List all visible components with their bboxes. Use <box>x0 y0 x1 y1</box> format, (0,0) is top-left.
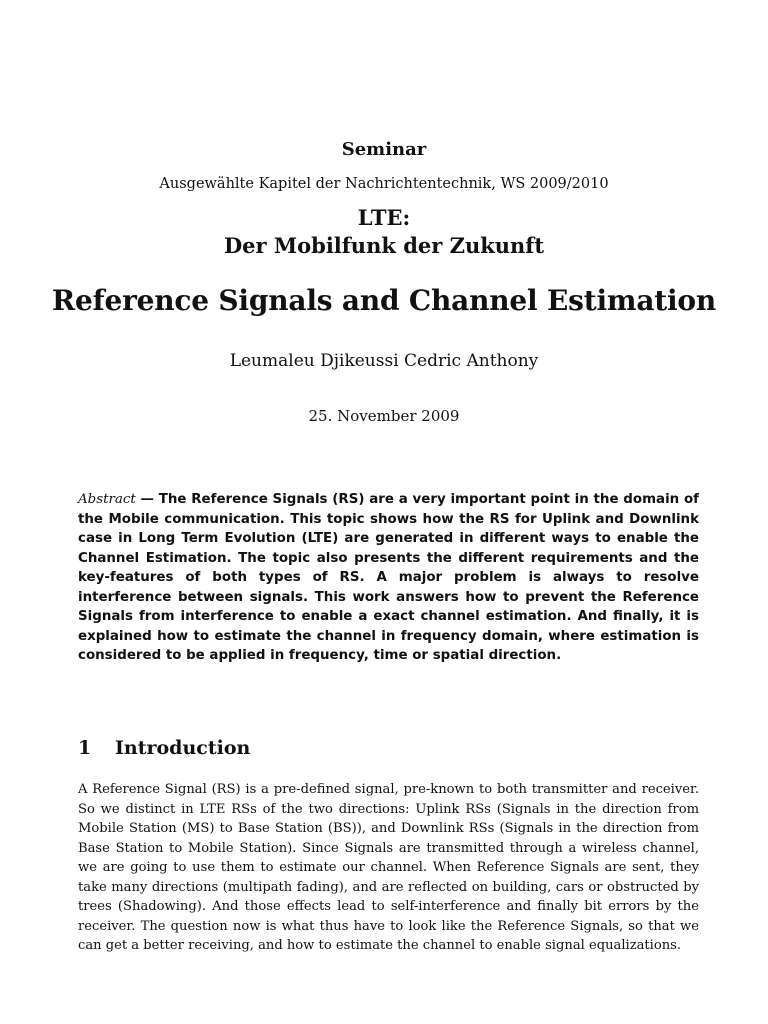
section-title: Introduction <box>115 737 251 759</box>
abstract-block <box>78 490 699 666</box>
author-name: Leumaleu Djikeussi Cedric Anthony <box>229 351 539 371</box>
section-number: 1 <box>78 737 92 759</box>
course-subtitle: Ausgewählte Kapitel der Nachrichtentechnik, WS 2009/2010 <box>159 176 609 192</box>
introduction-paragraph: A Reference Signal (RS) is a pre-defined signal, pre-known to both transmitter and receiver. So we distinct in LTE RSs of the two directions: Uplink RSs (Signals in the direction from Mobile Station (MS) to Base Station (BS)), and Downlink RSs (Signals in the direction from Base Station to Mobile Station). Since Signals are transmitted through a wireless channel, we are going to use them to estimate our channel. When Reference Signals are sent, they take many directions (multipath fading), and are reflected on building, cars or obstructed by trees (Shadowing). And those effects lead to self-interference and finally bit errors by the receiver. The question now is what thus have to look like the Reference Signals, so that we can get a better receiving, and how to estimate the channel to enable signal equalizations. <box>78 782 699 953</box>
topic-line-1: LTE: <box>357 205 411 230</box>
abstract-text: The Reference Signals (RS) are a very important point in the domain of the Mobile communication. This topic shows how the RS for Uplink and Downlink case in Long Term Evolution (LTE) are generated in different ways to enable the Channel Estimation. The topic also presents the different requirements and the key-features of both types of RS. A major problem is always to resolve interference between signals. This work answers how to prevent the Reference Signals from interference to enable a exact channel estimation. And finally, it is explained how to estimate the channel in frequency domain, where estimation is considered to be applied in frequency, time or spatial direction. <box>78 492 700 663</box>
section-heading <box>78 737 250 759</box>
paper-title: Reference Signals and Channel Estimation <box>51 284 717 317</box>
abstract-dash: — <box>135 492 159 507</box>
paper-date: 25. November 2009 <box>308 407 460 425</box>
seminar-label: Seminar <box>341 139 427 160</box>
abstract-label: Abstract <box>78 492 136 507</box>
topic-line-2: Der Mobilfunk der Zukunft <box>223 233 545 258</box>
